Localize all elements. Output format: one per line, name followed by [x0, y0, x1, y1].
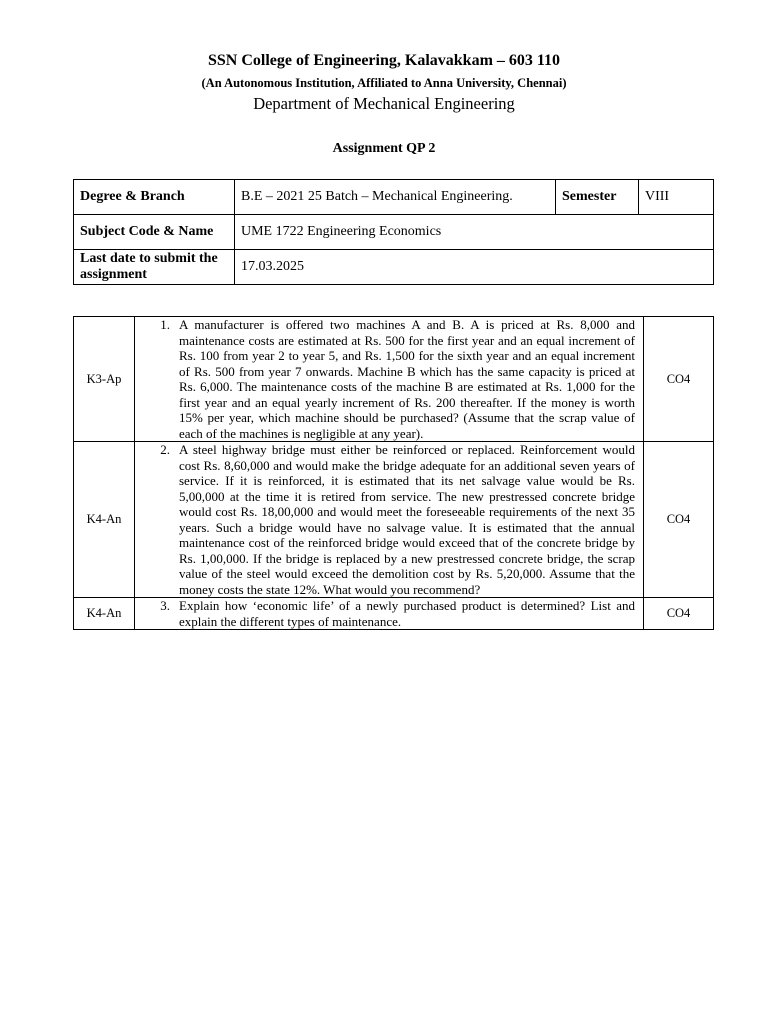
- question-text: Explain how ‘economic life’ of a newly purchased product is determined? List and explain the different types of maintenance.: [179, 598, 635, 629]
- subject-label: Subject Code & Name: [74, 215, 235, 250]
- degree-value: B.E – 2021 25 Batch – Mechanical Engineering.: [235, 180, 556, 215]
- question-cell: [135, 317, 644, 442]
- question-number: 1.: [160, 317, 170, 332]
- deadline-row: [74, 250, 714, 285]
- question-cell: [135, 598, 644, 630]
- semester-label: Semester: [556, 180, 639, 215]
- semester-value: VIII: [639, 180, 714, 215]
- k-level: K3-Ap: [74, 317, 135, 442]
- k-level: K4-An: [74, 442, 135, 598]
- question-row: [74, 598, 714, 630]
- deadline-value: 17.03.2025: [235, 250, 714, 285]
- department-name: Department of Mechanical Engineering: [253, 94, 515, 113]
- course-outcome: CO4: [644, 598, 714, 630]
- subject-row: [74, 215, 714, 250]
- question-text: A steel highway bridge must either be reinforced or replaced. Reinforcement would cost Rs. 8,60,000 and would make the bridge adequate for an additional seven years of service. If it is reinforced, it is estimated that its net salvage value would be Rs. 5,00,000 at the time it is retired from service. The new prestressed concrete bridge would cost Rs. 18,00,000 and would meet the foreseeable requirements of the next 35 years. Such a bridge would have no salvage value. It is estimated that the annual maintenance cost of the reinforced bridge would exceed that of the concrete bridge by Rs. 1,00,000. If the bridge is replaced by a new prestressed concrete bridge, the scrap value of the steel would exceed the demolition cost by Rs. 5,20,000. Assume that the money costs the state 12%. What would you recommend?: [179, 442, 635, 597]
- subject-value: UME 1722 Engineering Economics: [235, 215, 714, 250]
- college-subtitle: (An Autonomous Institution, Affiliated to Anna University, Chennai): [201, 76, 567, 90]
- question-cell: [135, 442, 644, 598]
- degree-row: [74, 180, 714, 215]
- question-text: A manufacturer is offered two machines A and B. A is priced at Rs. 8,000 and maintenance costs are estimated at Rs. 500 for the first year and an equal increment of Rs. 100 from year 2 to year 5, and Rs. 1,500 for the sixth year and an equal increment of Rs. 500 from year 7 onwards. Machine B which has the same capacity is priced at Rs. 6,000. The maintenance costs of the machine B are estimated at Rs. 1,000 for the first year and an equal yearly increment of Rs. 200 thereafter. If the money is worth 15% per year, which machine should be purchased? (Assume that the scrap value of each of the machines is negligible at any year).: [179, 317, 635, 441]
- degree-label: Degree & Branch: [74, 180, 235, 215]
- course-outcome: CO4: [644, 442, 714, 598]
- question-row: [74, 317, 714, 442]
- k-level: K4-An: [74, 598, 135, 630]
- course-outcome: CO4: [644, 317, 714, 442]
- college-name: SSN College of Engineering, Kalavakkam – 603 110: [207, 52, 561, 69]
- assignment-title: Assignment QP 2: [332, 141, 436, 156]
- question-number: 3.: [160, 598, 170, 613]
- course-info-table: [73, 179, 714, 285]
- deadline-label: Last date to submit the assignment: [74, 250, 235, 285]
- question-number: 2.: [160, 442, 170, 457]
- question-row: [74, 442, 714, 598]
- questions-table: [73, 316, 714, 630]
